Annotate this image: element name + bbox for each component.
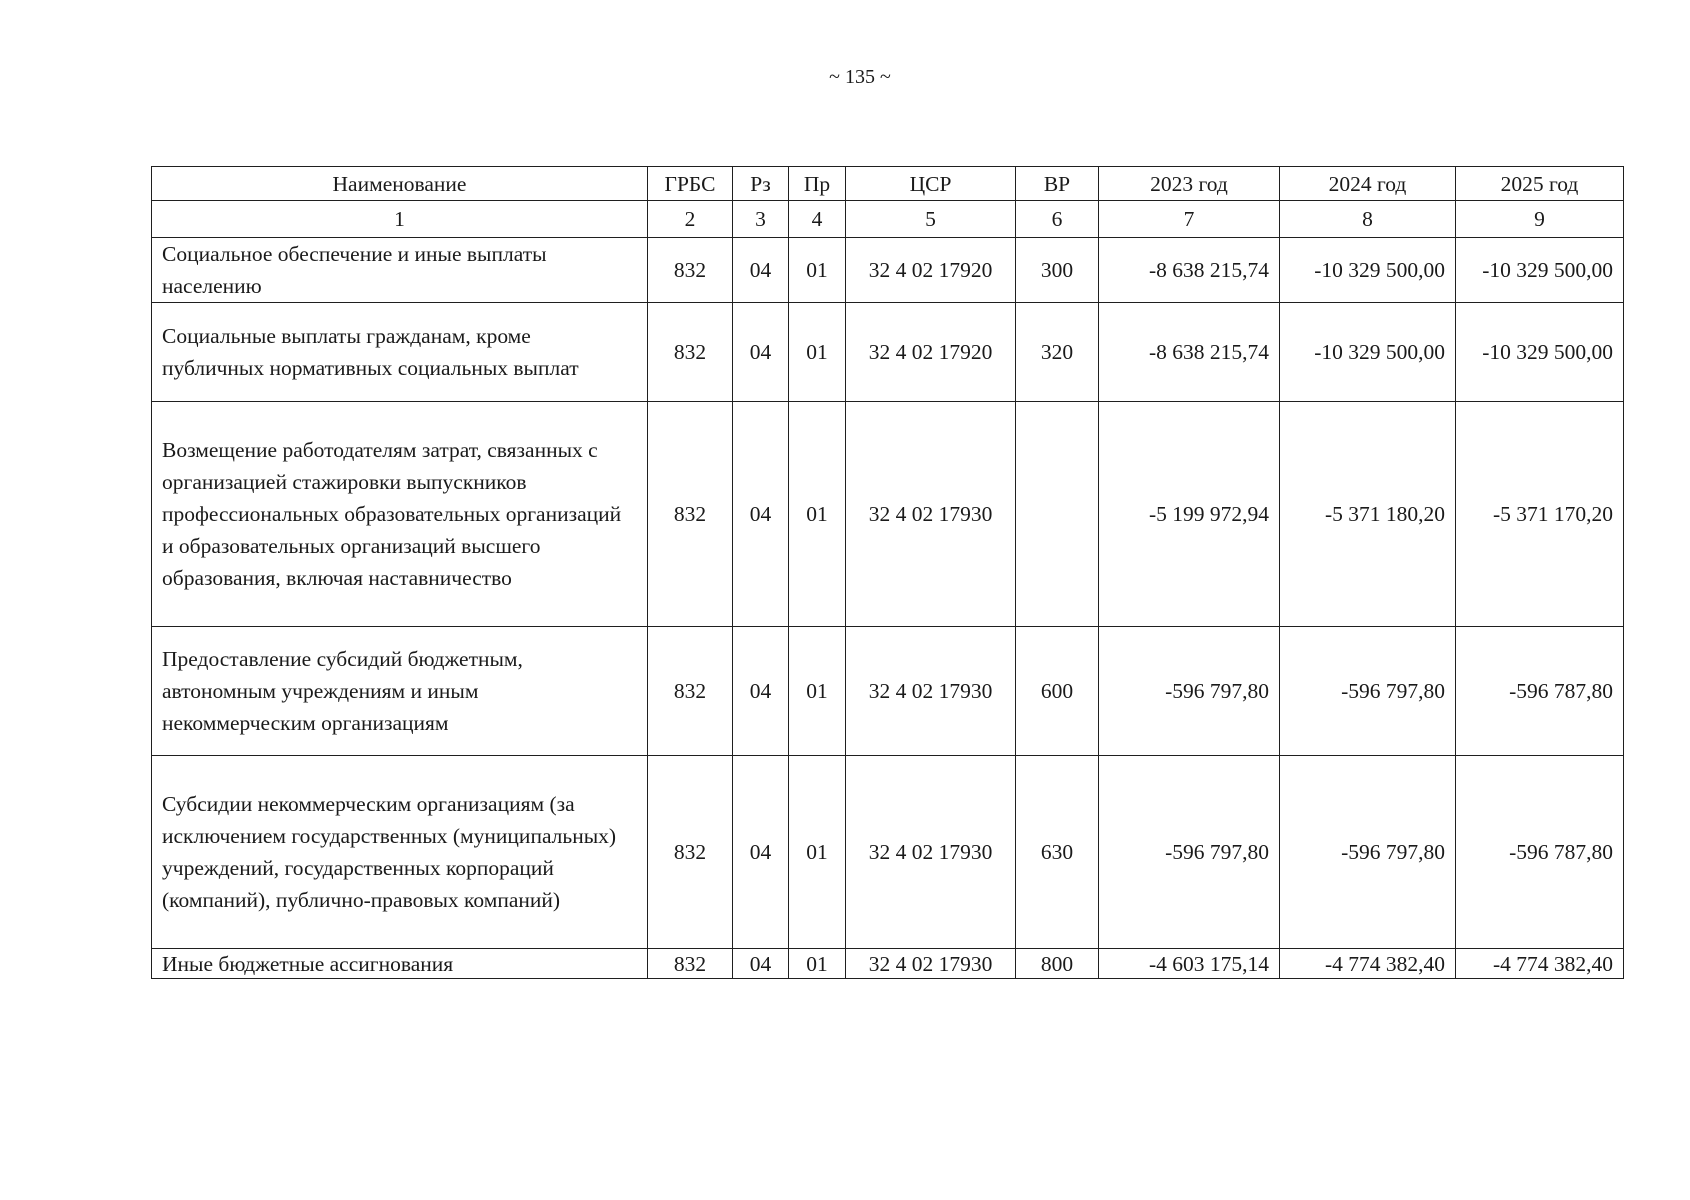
row-vr: 800 bbox=[1016, 949, 1099, 979]
row-grbs: 832 bbox=[648, 402, 733, 627]
table-row bbox=[152, 303, 1624, 402]
row-name: Субсидии некоммерческим организациям (за исключением государственных (муниципальных) учреждений, государственных корпораций (компаний), публично-правовых компаний) bbox=[152, 756, 648, 949]
page-number: ~ 135 ~ bbox=[829, 66, 891, 88]
table-row bbox=[152, 756, 1624, 949]
row-rz: 04 bbox=[733, 756, 789, 949]
row-amount-2023: -4 603 175,14 bbox=[1099, 949, 1280, 979]
row-rz: 04 bbox=[733, 402, 789, 627]
row-amount-2024: -596 797,80 bbox=[1280, 756, 1456, 949]
header-csr: ЦСР bbox=[846, 167, 1016, 201]
row-amount-2023: -5 199 972,94 bbox=[1099, 402, 1280, 627]
row-csr: 32 4 02 17930 bbox=[846, 402, 1016, 627]
row-name: Социальное обеспечение и иные выплаты населению bbox=[152, 238, 648, 303]
row-csr: 32 4 02 17920 bbox=[846, 238, 1016, 303]
row-rz: 04 bbox=[733, 627, 789, 756]
row-amount-2023: -8 638 215,74 bbox=[1099, 238, 1280, 303]
row-csr: 32 4 02 17920 bbox=[846, 303, 1016, 402]
row-grbs: 832 bbox=[648, 303, 733, 402]
row-pr: 01 bbox=[789, 627, 846, 756]
header-2023: 2023 год bbox=[1099, 167, 1280, 201]
row-rz: 04 bbox=[733, 238, 789, 303]
row-amount-2024: -5 371 180,20 bbox=[1280, 402, 1456, 627]
row-amount-2024: -4 774 382,40 bbox=[1280, 949, 1456, 979]
header-rz: Рз bbox=[733, 167, 789, 201]
row-pr: 01 bbox=[789, 402, 846, 627]
column-index: 9 bbox=[1456, 201, 1624, 238]
column-index: 1 bbox=[152, 201, 648, 238]
row-vr: 630 bbox=[1016, 756, 1099, 949]
row-vr: 300 bbox=[1016, 238, 1099, 303]
table-row bbox=[152, 238, 1624, 303]
row-grbs: 832 bbox=[648, 756, 733, 949]
row-amount-2023: -596 797,80 bbox=[1099, 756, 1280, 949]
header-grbs: ГРБС bbox=[648, 167, 733, 201]
row-grbs: 832 bbox=[648, 627, 733, 756]
table-row bbox=[152, 627, 1624, 756]
row-amount-2025: -10 329 500,00 bbox=[1456, 238, 1624, 303]
row-vr: 600 bbox=[1016, 627, 1099, 756]
column-index: 6 bbox=[1016, 201, 1099, 238]
row-amount-2025: -5 371 170,20 bbox=[1456, 402, 1624, 627]
budget-table bbox=[151, 166, 1624, 979]
column-index: 3 bbox=[733, 201, 789, 238]
header-2024: 2024 год bbox=[1280, 167, 1456, 201]
row-amount-2024: -10 329 500,00 bbox=[1280, 303, 1456, 402]
row-name: Социальные выплаты гражданам, кроме публичных нормативных социальных выплат bbox=[152, 303, 648, 402]
row-amount-2023: -8 638 215,74 bbox=[1099, 303, 1280, 402]
row-amount-2024: -596 797,80 bbox=[1280, 627, 1456, 756]
row-csr: 32 4 02 17930 bbox=[846, 627, 1016, 756]
column-index: 7 bbox=[1099, 201, 1280, 238]
row-amount-2025: -596 787,80 bbox=[1456, 627, 1624, 756]
row-amount-2024: -10 329 500,00 bbox=[1280, 238, 1456, 303]
row-csr: 32 4 02 17930 bbox=[846, 949, 1016, 979]
table-row bbox=[152, 402, 1624, 627]
row-name: Иные бюджетные ассигнования bbox=[152, 949, 648, 979]
row-vr: 320 bbox=[1016, 303, 1099, 402]
row-pr: 01 bbox=[789, 238, 846, 303]
row-name: Предоставление субсидий бюджетным, автономным учреждениям и иным некоммерческим организациям bbox=[152, 627, 648, 756]
table-row bbox=[152, 949, 1624, 979]
row-name: Возмещение работодателям затрат, связанных с организацией стажировки выпускников профессиональных образовательных организаций и образовательных организаций высшего образования, включая наставничество bbox=[152, 402, 648, 627]
row-amount-2023: -596 797,80 bbox=[1099, 627, 1280, 756]
column-index: 4 bbox=[789, 201, 846, 238]
header-vr: ВР bbox=[1016, 167, 1099, 201]
row-amount-2025: -596 787,80 bbox=[1456, 756, 1624, 949]
header-row bbox=[152, 167, 1624, 201]
row-rz: 04 bbox=[733, 303, 789, 402]
row-amount-2025: -4 774 382,40 bbox=[1456, 949, 1624, 979]
header-2025: 2025 год bbox=[1456, 167, 1624, 201]
row-pr: 01 bbox=[789, 303, 846, 402]
column-index-row bbox=[152, 201, 1624, 238]
row-grbs: 832 bbox=[648, 238, 733, 303]
row-pr: 01 bbox=[789, 756, 846, 949]
header-pr: Пр bbox=[789, 167, 846, 201]
column-index: 8 bbox=[1280, 201, 1456, 238]
column-index: 5 bbox=[846, 201, 1016, 238]
row-vr bbox=[1016, 402, 1099, 627]
row-amount-2025: -10 329 500,00 bbox=[1456, 303, 1624, 402]
column-index: 2 bbox=[648, 201, 733, 238]
row-rz: 04 bbox=[733, 949, 789, 979]
row-pr: 01 bbox=[789, 949, 846, 979]
row-csr: 32 4 02 17930 bbox=[846, 756, 1016, 949]
header-name: Наименование bbox=[152, 167, 648, 201]
row-grbs: 832 bbox=[648, 949, 733, 979]
